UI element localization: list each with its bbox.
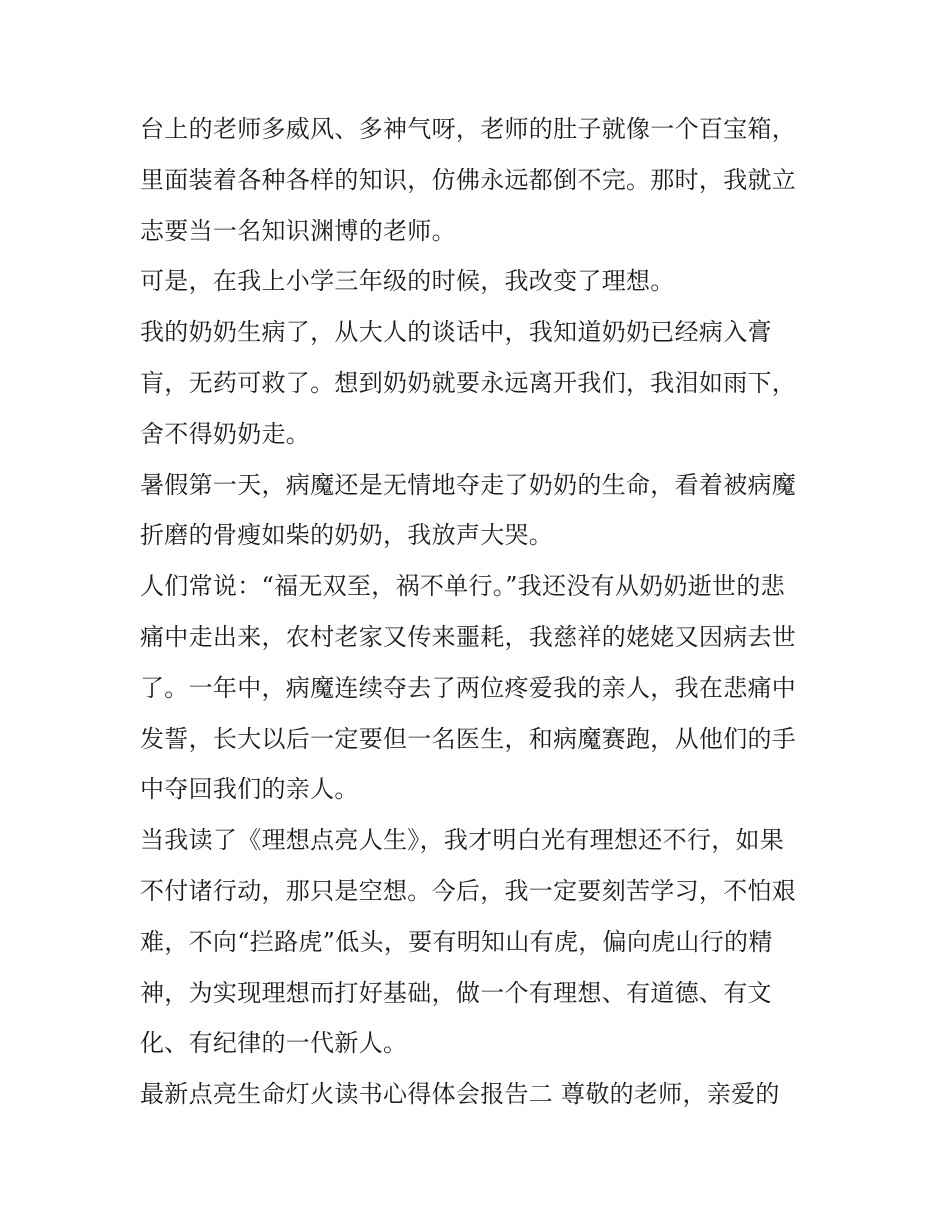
text-line: 肓，无药可救了。想到奶奶就要永远离开我们，我泪如雨下，	[140, 368, 797, 397]
text-line: 舍不得奶奶走。	[140, 419, 311, 448]
text-line: 我的奶奶生病了，从大人的谈话中，我知道奶奶已经病入膏	[140, 318, 772, 347]
text-line: 了。一年中，病魔连续夺去了两位疼爱我的亲人，我在悲痛中	[140, 673, 797, 702]
text-line: 台上的老师多威风、多神气呀，老师的肚子就像一个百宝箱，	[140, 115, 797, 143]
text-line: 最新点亮生命灯火读书心得体会报告二 尊敬的老师，亲爱的	[140, 1080, 780, 1109]
text-line: 难，不向“拦路虎”低头，要有明知山有虎，偏向虎山行的精	[140, 927, 773, 956]
text-line: 不付诸行动，那只是空想。今后，我一定要刻苦学习，不怕艰	[140, 876, 797, 905]
text-line: 痛中走出来，农村老家又传来噩耗，我慈祥的姥姥又因病去世	[140, 622, 797, 651]
text-line: 发誓，长大以后一定要但一名医生，和病魔赛跑，从他们的手	[140, 724, 797, 753]
text-line: 当我读了《理想点亮人生》，我才明白光有理想还不行，如果	[140, 826, 785, 855]
text-line: 可是，在我上小学三年级的时候，我改变了理想。	[140, 267, 675, 296]
document-body	[140, 104, 815, 1120]
text-line: 中夺回我们的亲人。	[140, 775, 359, 804]
text-line: 志要当一名知识渊博的老师。	[140, 216, 456, 245]
text-line: 暑假第一天，病魔还是无情地夺走了奶奶的生命，看着被病魔	[140, 470, 797, 499]
text-line: 神，为实现理想而打好基础，做一个有理想、有道德、有文	[140, 978, 772, 1007]
text-line: 化、有纪律的一代新人。	[140, 1029, 408, 1058]
text-line: 里面装着各种各样的知识，仿佛永远都倒不完。那时，我就立	[140, 165, 797, 194]
text-line: 人们常说：“福无双至，祸不单行。”我还没有从奶奶逝世的悲	[140, 572, 785, 601]
text-line: 折磨的骨瘦如柴的奶奶，我放声大哭。	[140, 521, 554, 550]
